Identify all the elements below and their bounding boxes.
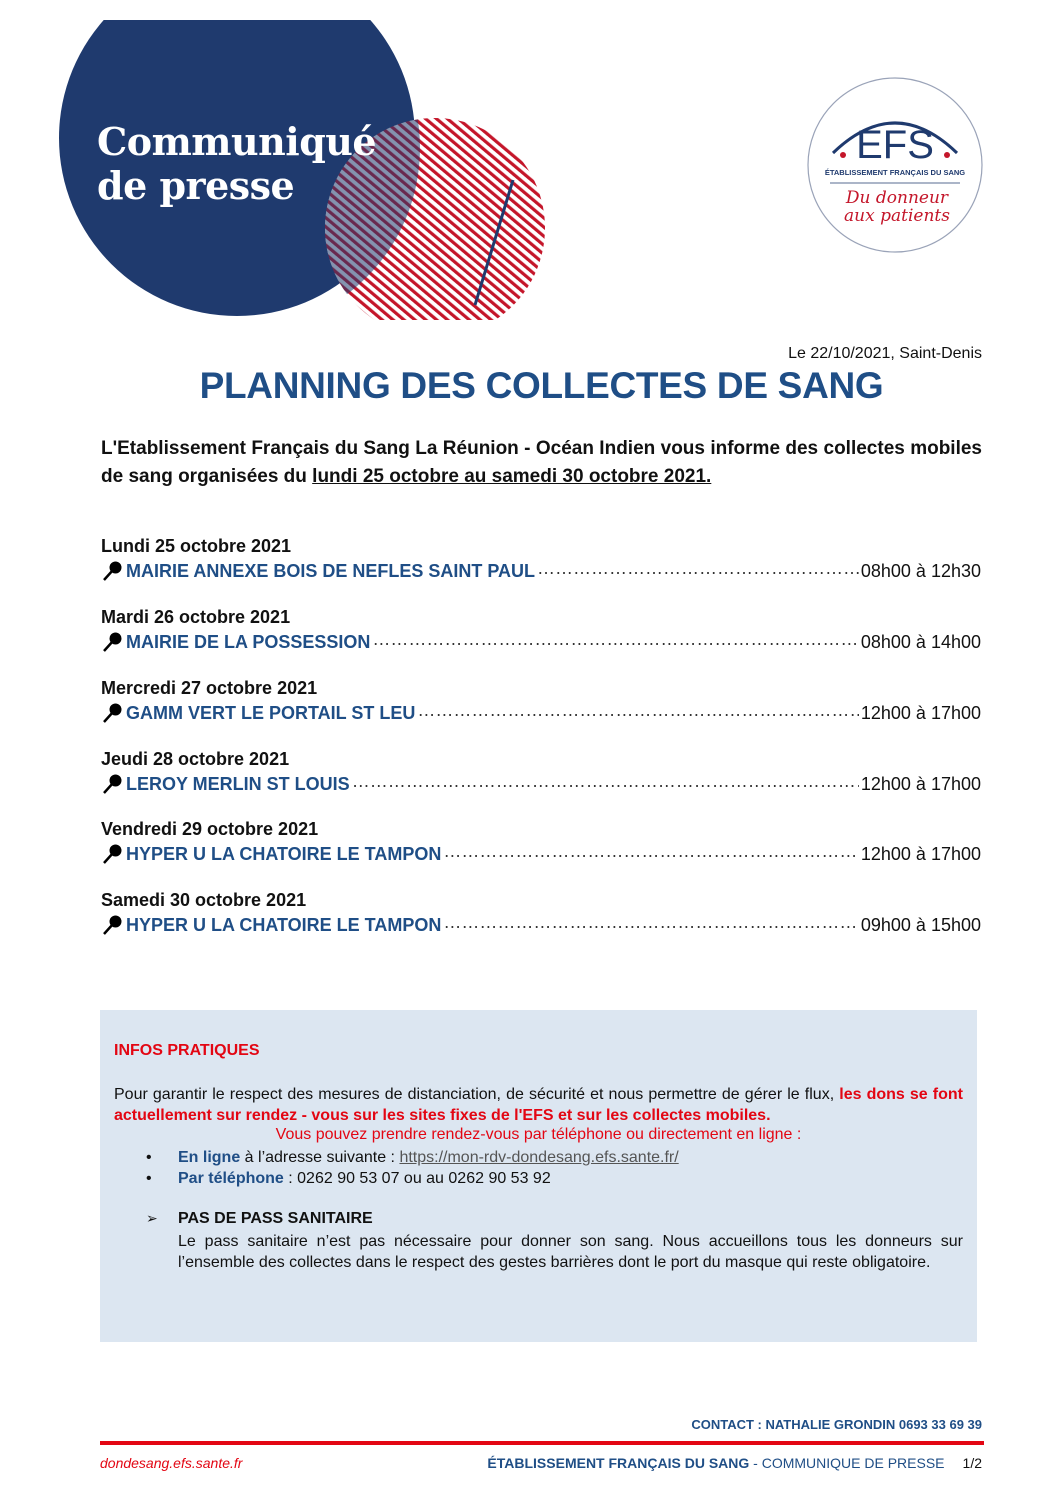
- arrow-icon: ➢: [146, 1210, 158, 1226]
- appointment-note: Vous pouvez prendre rendez-vous par téléphone ou directement en ligne :: [275, 1126, 802, 1143]
- schedule-day: Mardi 26 octobre 2021: [101, 607, 291, 627]
- contact-line: CONTACT : NATHALIE GRONDIN 0693 33 69 39: [691, 1417, 982, 1432]
- schedule-entry: [101, 771, 981, 795]
- schedule-day: Vendredi 29 octobre 2021: [101, 819, 319, 839]
- appointment-link[interactable]: https://mon-rdv-dondesang.efs.sante.fr/: [399, 1149, 679, 1166]
- page-title: PLANNING DES COLLECTES DE SANG: [199, 365, 884, 406]
- schedule-entry: [101, 700, 981, 724]
- info-title: INFOS PRATIQUES: [114, 1042, 260, 1059]
- info-paragraph: Pour garantir le respect des mesures de distanciation, de sécurité et nous permettre de gérer le flux, les dons se font actuellement sur rendez - vous sur les sites fixes de l'EFS et sur les collectes mobiles.: [114, 1086, 964, 1124]
- location-name: MAIRIE ANNEXE BOIS DE NEFLES SAINT PAUL: [126, 561, 536, 581]
- pass-title: PAS DE PASS SANITAIRE: [178, 1210, 373, 1227]
- pin-icon: [101, 843, 123, 865]
- time-range: 12h00 à 17h00: [860, 774, 981, 794]
- svg-text:aux patients: aux patients: [844, 206, 950, 226]
- location-name: GAMM VERT LE PORTAIL ST LEU: [126, 703, 416, 723]
- page-number: 1/2: [962, 1455, 982, 1471]
- schedule-day: Lundi 25 octobre 2021: [101, 536, 292, 556]
- time-range: 09h00 à 15h00: [860, 915, 981, 935]
- location-name: LEROY MERLIN ST LOUIS: [126, 774, 350, 794]
- press-release-heading: Communiqué de presse: [97, 119, 377, 208]
- bullet-icon: •: [146, 1149, 152, 1166]
- schedule-day: Jeudi 28 octobre 2021: [101, 749, 290, 769]
- schedule-entry: [101, 912, 981, 936]
- footer-info: ÉTABLISSEMENT FRANÇAIS DU SANG - COMMUNIQUE DE PRESSE 1/2: [487, 1455, 982, 1471]
- svg-text:EFS: EFS: [856, 123, 934, 167]
- svg-text:ÉTABLISSEMENT FRANÇAIS DU SANG: ÉTABLISSEMENT FRANÇAIS DU SANG: [824, 168, 966, 177]
- date-line: Le 22/10/2021, Saint-Denis: [788, 345, 982, 362]
- schedule-entry: [101, 841, 981, 865]
- efs-logo: [805, 75, 985, 255]
- schedule-entry: [101, 558, 981, 582]
- footer-website[interactable]: dondesang.efs.sante.fr: [100, 1455, 243, 1471]
- schedule-day: Samedi 30 octobre 2021: [101, 890, 307, 910]
- pin-icon: [101, 560, 123, 582]
- pin-icon: [101, 702, 123, 724]
- schedule-day: Mercredi 27 octobre 2021: [101, 678, 318, 698]
- footer-divider: [100, 1441, 984, 1445]
- pass-text: Le pass sanitaire n’est pas nécessaire pour donner son sang. Nous accueillons tous les donneurs sur l’ensemble des collectes dans le respect des gestes barrières dont le port du masque qui reste obligatoire.: [178, 1233, 963, 1271]
- location-name: HYPER U LA CHATOIRE LE TAMPON: [126, 915, 442, 935]
- pin-icon: [101, 773, 123, 795]
- time-range: 08h00 à 12h30: [860, 561, 981, 581]
- intro-paragraph: L'Etablissement Français du Sang La Réunion - Océan Indien vous informe des collectes mobiles de sang organisées du lundi 25 octobre au samedi 30 octobre 2021.: [101, 438, 982, 487]
- time-range: 12h00 à 17h00: [860, 844, 981, 864]
- pin-icon: [101, 914, 123, 936]
- location-name: HYPER U LA CHATOIRE LE TAMPON: [126, 844, 442, 864]
- location-name: MAIRIE DE LA POSSESSION: [126, 632, 371, 652]
- pin-icon: [101, 631, 123, 653]
- svg-text:Du donneur: Du donneur: [845, 188, 949, 208]
- time-range: 08h00 à 14h00: [860, 632, 981, 652]
- bullet-icon: •: [146, 1170, 152, 1187]
- info-box: INFOS PRATIQUES Pour garantir le respect des mesures de distanciation, de sécurité et nous permettre de gérer le flux, les dons se font actuellement sur rendez - vous sur les sites fixes de l'EFS et sur les collectes mobiles. Vous pouvez prendre rendez-vous par téléphone ou directement en ligne : • En ligne à l’adresse suivante : https://mon-rdv-dondesang.efs.sante.fr/ • Par téléphone : 0262 90 53 07 ou au 0262 90 53 92 ➢ PAS DE PASS SANITAIRE Le pass sanitaire n’est pas nécessaire pour donner son sang. Nous accueillons tous les donneurs sur l’ensemble des collectes dans le respect des gestes barrières dont le port du masque qui reste obligatoire.: [100, 1010, 977, 1342]
- time-range: 12h00 à 17h00: [860, 703, 981, 723]
- schedule-entry: [101, 629, 981, 653]
